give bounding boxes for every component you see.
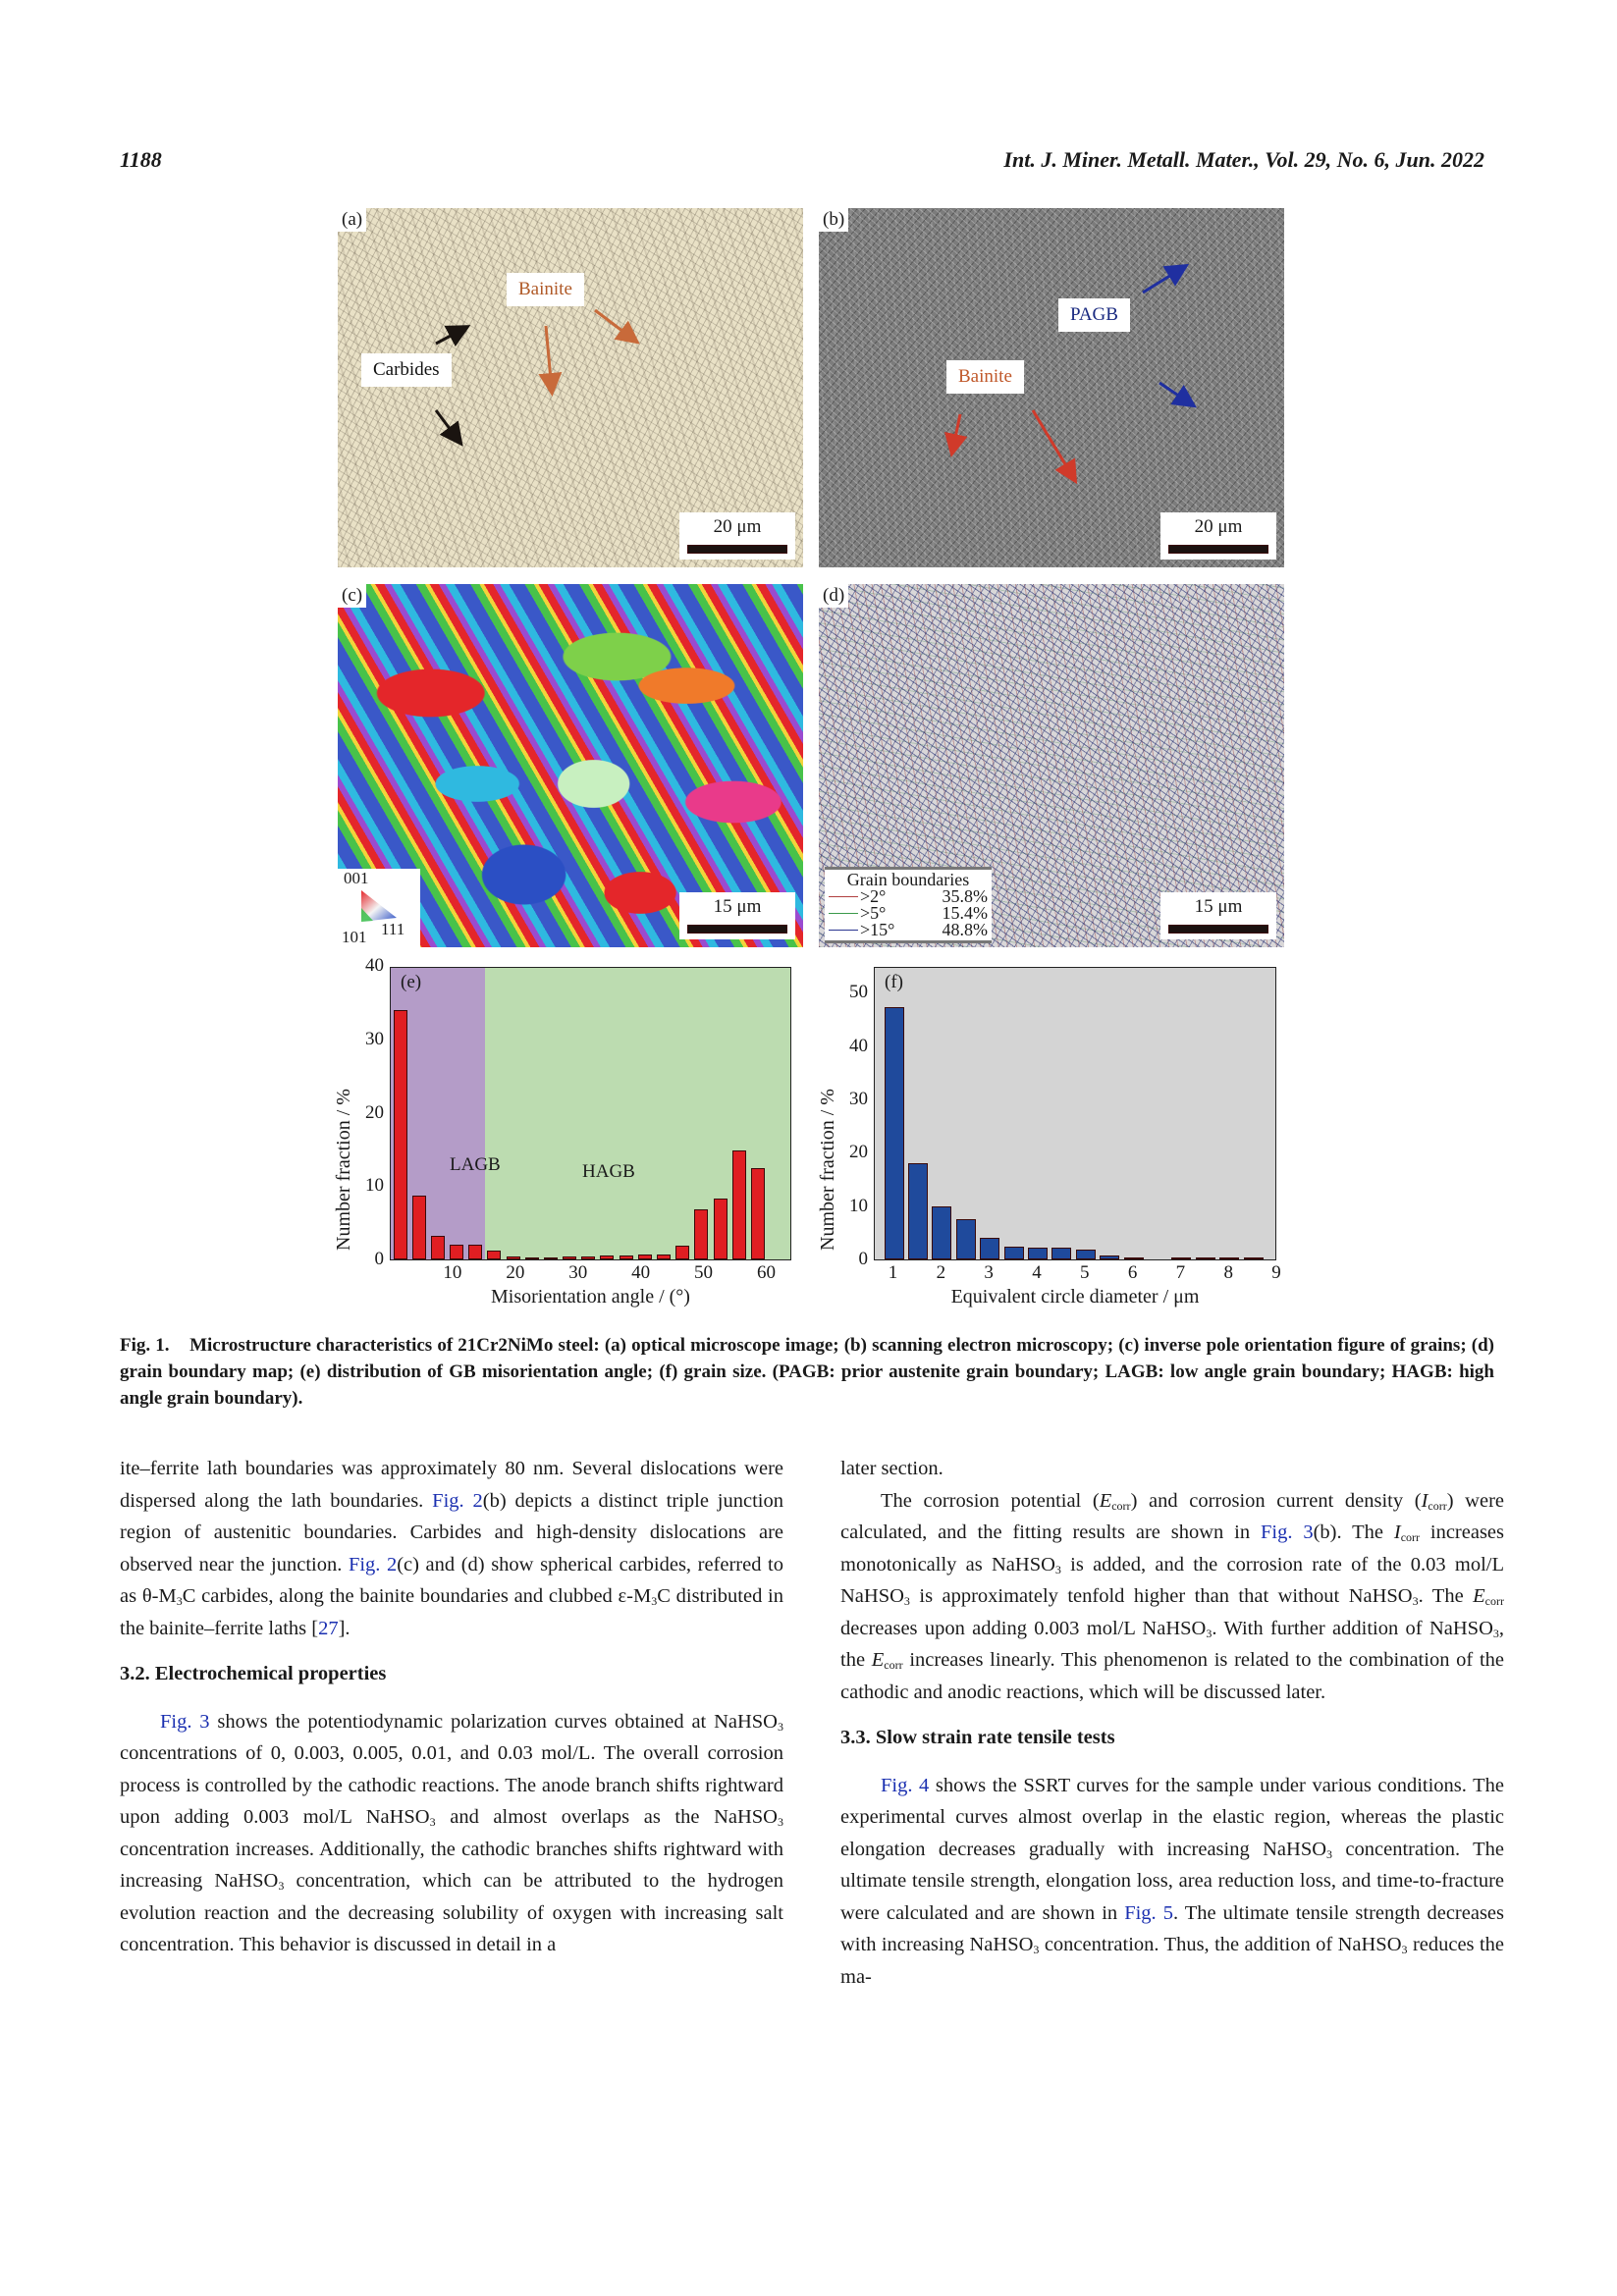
y-tick-label: 0 [858, 1249, 868, 1269]
x-tick-label: 4 [1032, 1262, 1042, 1283]
bar [1051, 1248, 1071, 1259]
x-tick-label: 10 [443, 1262, 462, 1283]
figure-panel-b-sem-image [819, 208, 1284, 567]
chart-panel-label: (f) [885, 972, 903, 992]
plot-area [874, 967, 1276, 1260]
caption-text: Microstructure characteristics of 21Cr2NiMo steel: (a) optical microscope image; (b) scanning electron microscopy; (c) inverse pole orientation figure of grains; (d) grain boundary map; (e) distribution of GB misorientation angle; (f) grain size. (PAGB: prior austenite grain boundary; LAGB: low angle grain boundary; HAGB: high angle grain boundary). [120, 1335, 1495, 1409]
x-tick-label: 9 [1271, 1262, 1281, 1283]
chart-grain-size [815, 952, 1306, 1315]
bar [1196, 1257, 1215, 1259]
section-heading: 3.3. Slow strain rate tensile tests [840, 1727, 1115, 1748]
cross-reference-link[interactable]: Fig. 4 [881, 1774, 930, 1796]
bar [1244, 1257, 1264, 1259]
callout-bainite: Bainite [507, 273, 584, 306]
paragraph: later section. [840, 1458, 943, 1479]
bar [525, 1257, 539, 1259]
left-column [120, 1453, 783, 1961]
bar [714, 1199, 728, 1259]
scale-bar: 15 μm [679, 892, 795, 939]
bar [1171, 1257, 1191, 1259]
bar [638, 1255, 652, 1259]
panel-label: (a) [338, 208, 366, 232]
y-tick-label: 50 [849, 982, 868, 1003]
y-tick-label: 10 [849, 1195, 868, 1216]
bar [487, 1251, 501, 1259]
bar [1100, 1255, 1119, 1259]
bar [1124, 1257, 1144, 1259]
bar [908, 1163, 928, 1259]
x-tick-label: 20 [506, 1262, 525, 1283]
y-axis-label: Number fraction / % [817, 1089, 838, 1251]
y-tick-label: 0 [374, 1249, 384, 1269]
bar [600, 1255, 614, 1259]
x-tick-label: 3 [984, 1262, 994, 1283]
figure-panel-c-ipf-map [338, 584, 803, 947]
ipf-triangle-icon [359, 888, 399, 924]
bar [751, 1168, 765, 1259]
cross-reference-link[interactable]: Fig. 3 [160, 1710, 210, 1733]
bar [468, 1245, 482, 1259]
figure-panel-a-optical-micrograph [338, 208, 803, 567]
paragraph: ite–ferrite lath boundaries was approximately 80 nm. Several dislocations were dispersed along the lath boundaries. Fig. 2(b) depicts a distinct triple junction region of austenitic boundaries. Carbides and high-density dislocations are observed near the junction. Fig. 2(c) and (d) show spherical carbides, referred to as $\theta-M_3C$ carbides, along the bainite boundaries and clubbed $\varepsilon-M_3C$ distributed in the bainite–ferrite laths [27]. [120, 1458, 784, 1639]
bar [1028, 1248, 1048, 1259]
cross-reference-link[interactable]: 27 [318, 1617, 339, 1639]
bar [1076, 1250, 1096, 1259]
bar [544, 1257, 558, 1259]
panel-label: (d) [819, 584, 848, 608]
bar [1219, 1257, 1239, 1259]
bar [431, 1236, 445, 1259]
bar [1004, 1247, 1024, 1259]
x-tick-label: 1 [888, 1262, 898, 1283]
section-heading: 3.2. Electrochemical properties [120, 1663, 387, 1684]
paragraph: Fig. 4 shows the SSRT curves for the sample under various conditions. The experimental curves almost overlap in the elastic region, whereas the plastic elongation decreases gradually with increasing NaHSO$_3$ concentration. The ultimate tensile strength, elongation loss, area reduction loss, and time-to-fracture were calculated and are shown in Fig. 5. The ultimate tensile strength decreases with increasing NaHSO$_3$ concentration. Thus, the addition of NaHSO$_3$ reduces the ma- [840, 1774, 1505, 1988]
bar [675, 1246, 689, 1259]
x-tick-label: 8 [1223, 1262, 1233, 1283]
ipf-color-key: 001 101 111 [338, 869, 420, 947]
callout-pagb: PAGB [1058, 298, 1130, 332]
y-tick-label: 20 [365, 1101, 384, 1123]
cross-reference-link[interactable]: Fig. 3 [1260, 1522, 1314, 1543]
x-tick-label: 7 [1175, 1262, 1186, 1283]
chart-misorientation-angle [324, 952, 815, 1315]
scale-bar: 15 μm [1160, 892, 1276, 939]
x-tick-label: 5 [1080, 1262, 1090, 1283]
bar [980, 1238, 999, 1259]
bar [885, 1007, 904, 1259]
x-tick-label: 50 [694, 1262, 714, 1283]
callout-carbides: Carbides [361, 353, 452, 387]
panel-label: (c) [338, 584, 366, 608]
paragraph: The corrosion potential $(E_{corr})$ and corrosion current density $(I_{corr})$ were calculated, and the fitting results are shown in Fig. 3(b). The $I_{corr}$ increases monotonically as NaHSO$_3$ is added, and the corrosion rate of the 0.03 mol/L NaHSO$_3$ is approximately tenfold higher than that without NaHSO$_3$. The $E_{corr}$ decreases upon adding 0.003 mol/L NaHSO$_3$. With further addition of NaHSO$_3$, the $E_{corr}$ increases linearly. This phenomenon is related to the combination of the cathodic and anodic reactions, which will be discussed later. [840, 1489, 1505, 1703]
right-column [840, 1453, 1504, 1993]
x-tick-label: 6 [1127, 1262, 1138, 1283]
y-tick-label: 40 [849, 1035, 868, 1056]
y-tick-label: 30 [849, 1088, 868, 1109]
region-label-lagb: LAGB [450, 1154, 501, 1175]
y-tick-label: 40 [365, 955, 384, 976]
x-axis-label: Misorientation angle / (°) [491, 1286, 690, 1308]
paragraph: Fig. 3 shows the potentiodynamic polarization curves obtained at NaHSO$_3$ concentrations of 0, 0.003, 0.005, 0.01, and 0.03 mol/L. The overall corrosion process is controlled by the cathodic reactions. The anode branch shifts rightward upon adding 0.003 mol/L NaHSO$_3$ and almost overlaps as the NaHSO$_3$ concentration increases. Additionally, the cathodic branches shifts rightward with increasing NaHSO$_3$ concentration, which can be attributed to the hydrogen evolution reaction and the decreasing solubility of oxygen with increasing salt concentration. This behavior is discussed in detail in a [120, 1710, 784, 1955]
bar [657, 1255, 671, 1259]
x-axis-label: Equivalent circle diameter / μm [950, 1286, 1200, 1308]
y-tick-label: 10 [365, 1175, 384, 1197]
figure-panel-d-grain-boundary-map [819, 584, 1284, 947]
cross-reference-link[interactable]: Fig. 2 [432, 1489, 483, 1512]
cross-reference-link[interactable]: Fig. 5 [1124, 1901, 1173, 1924]
legend-row: >15° 48.8% [825, 922, 992, 938]
scale-bar: 20 μm [1160, 512, 1276, 560]
legend-row: >5° 15.4% [825, 905, 992, 922]
callout-bainite: Bainite [946, 360, 1024, 394]
figure-caption [120, 1332, 1494, 1412]
journal-reference: Int. J. Miner. Metall. Mater., Vol. 29, No. 6, Jun. 2022 [1003, 147, 1484, 172]
bar [956, 1219, 976, 1259]
x-tick-label: 2 [936, 1262, 946, 1283]
grain-boundary-legend: Grain boundaries >2° 35.8% >5° 15.4% >15° 48.8% [825, 867, 992, 943]
plot-area [390, 967, 791, 1260]
scale-bar: 20 μm [679, 512, 795, 560]
caption-label: Fig. 1. [120, 1335, 170, 1356]
bar [581, 1256, 595, 1259]
x-tick-label: 40 [631, 1262, 651, 1283]
bar [563, 1256, 576, 1259]
x-tick-label: 60 [756, 1262, 776, 1283]
bar [507, 1256, 520, 1259]
bar [932, 1206, 951, 1259]
legend-row: >2° 35.8% [825, 888, 992, 905]
bar [394, 1010, 407, 1259]
y-tick-label: 20 [849, 1142, 868, 1163]
bar [732, 1150, 746, 1259]
y-axis-label: Number fraction / % [333, 1089, 354, 1251]
chart-panel-label: (e) [401, 972, 422, 992]
x-tick-label: 30 [568, 1262, 588, 1283]
bar [694, 1209, 708, 1259]
bar [620, 1255, 633, 1259]
bar [450, 1245, 463, 1259]
page-number: 1188 [120, 147, 162, 172]
y-tick-label: 30 [365, 1028, 384, 1049]
cross-reference-link[interactable]: Fig. 2 [348, 1553, 398, 1575]
bar [412, 1196, 426, 1259]
panel-label: (b) [819, 208, 848, 232]
region-label-hagb: HAGB [582, 1161, 635, 1182]
